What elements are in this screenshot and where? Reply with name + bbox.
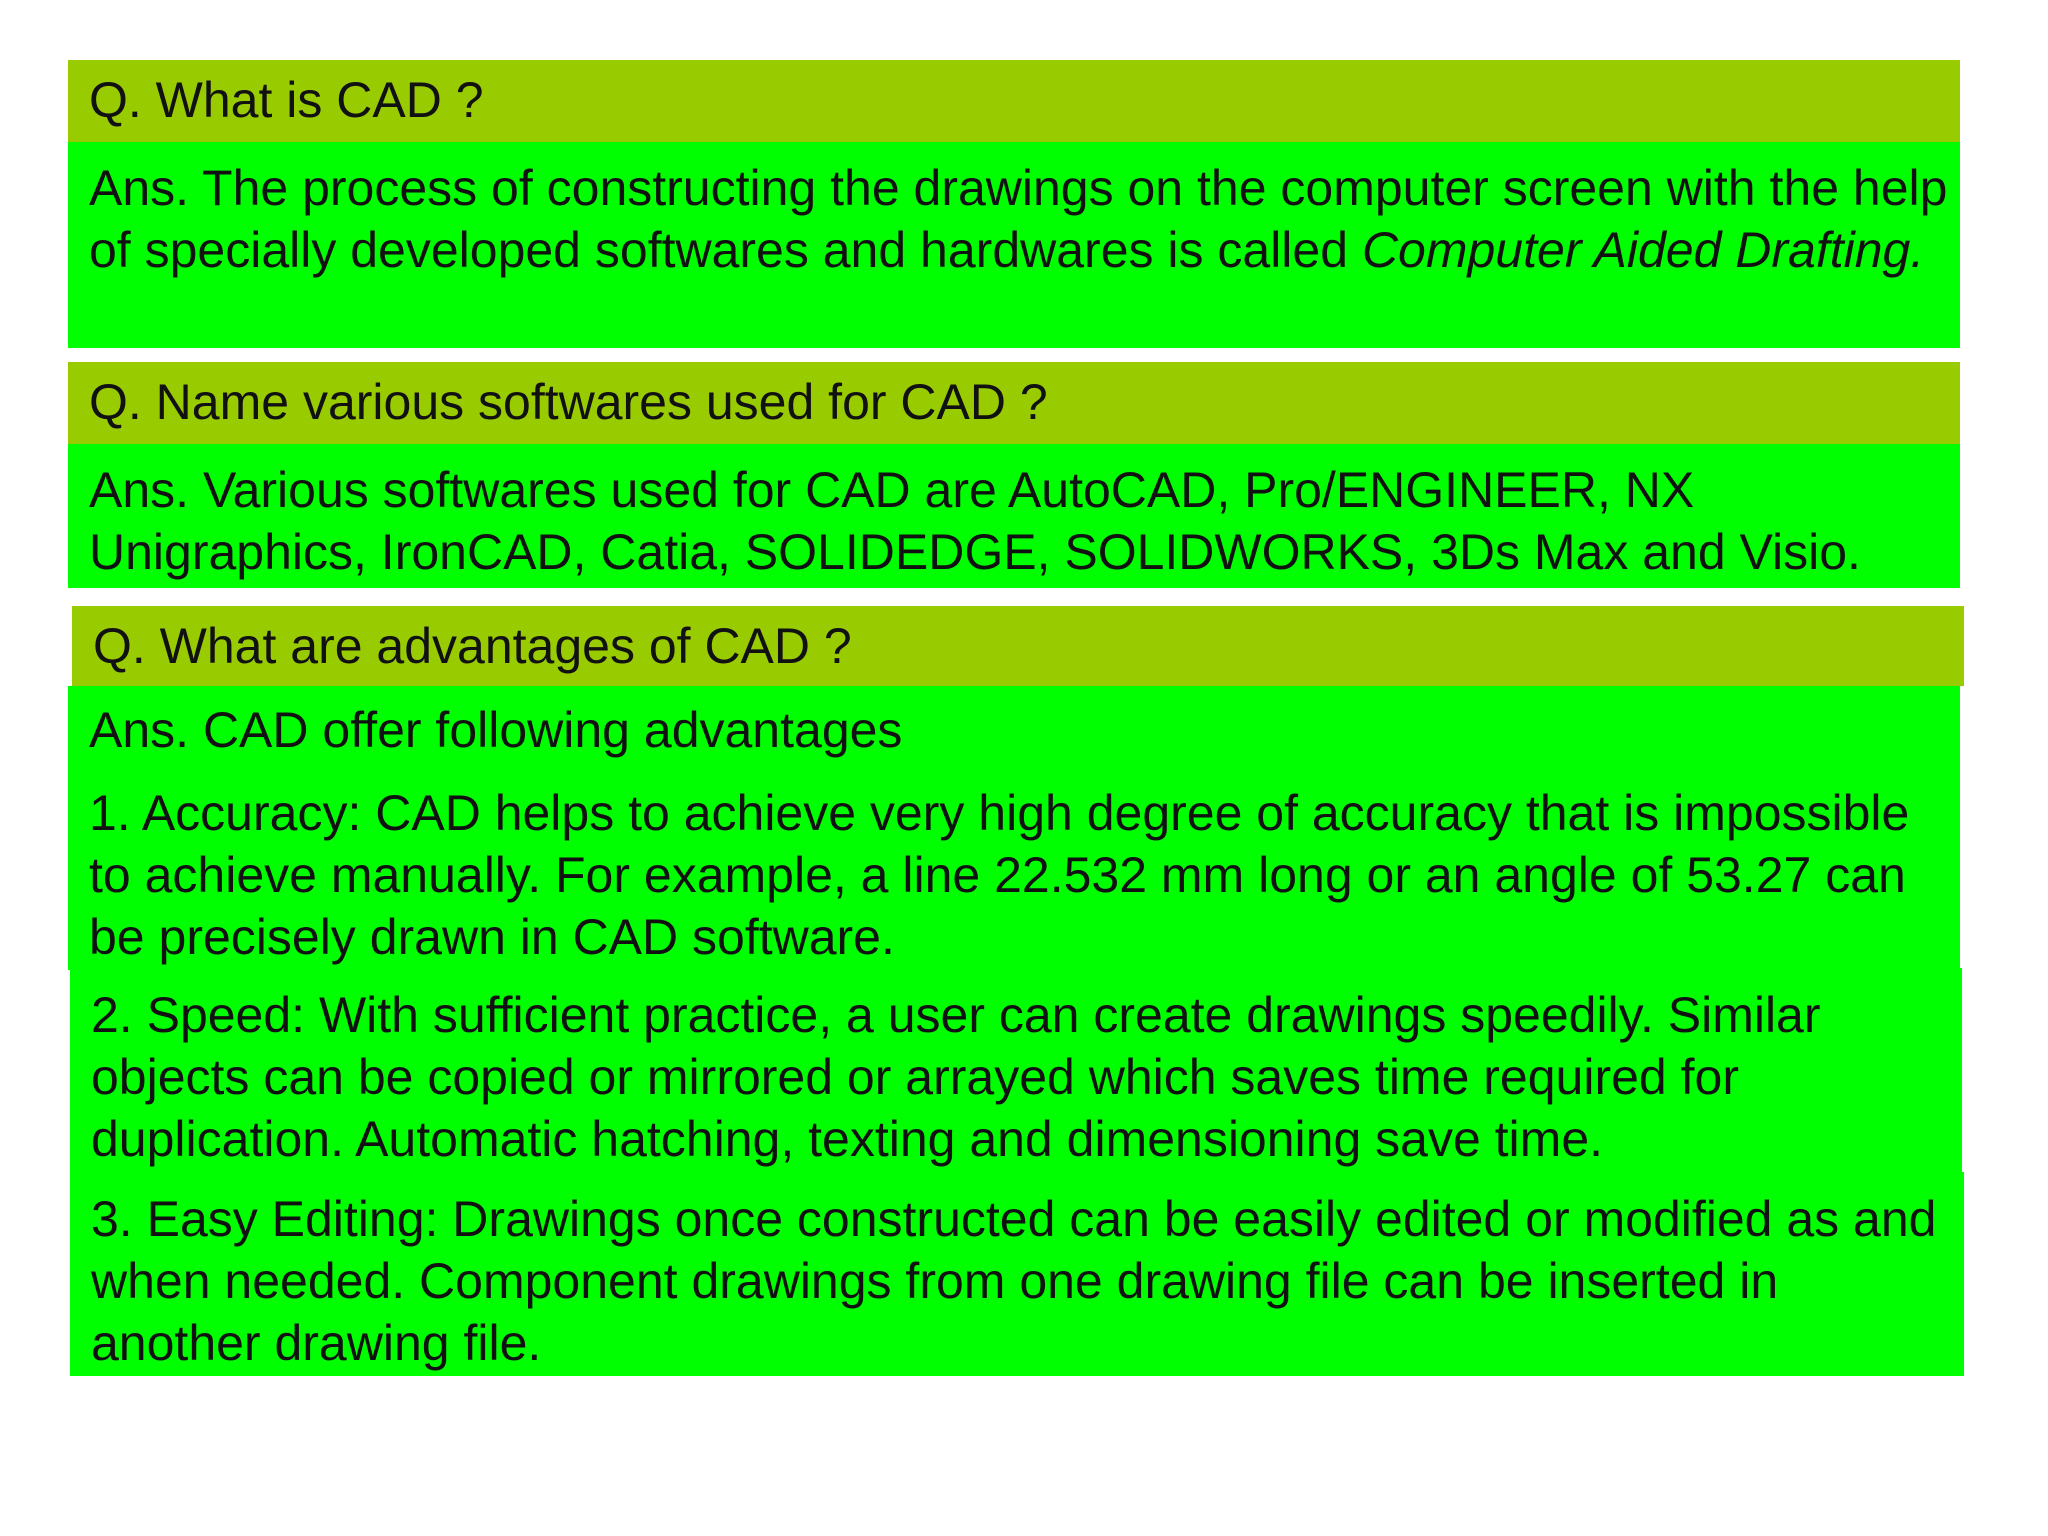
- question-cad-softwares: Q. Name various softwares used for CAD ?: [68, 362, 1960, 444]
- answer-cad-softwares: Ans. Various softwares used for CAD are AutoCAD, Pro/ENGINEER, NX Unigraphics, IronCAD, Catia, SOLIDEDGE, SOLIDWORKS, 3Ds Max and Visio.: [68, 444, 1960, 588]
- advantage-easy-editing: 3. Easy Editing: Drawings once constructed can be easily edited or modified as and when needed. Component drawings from one drawing file can be inserted in another drawing file.: [70, 1172, 1964, 1376]
- question-what-is-cad: Q. What is CAD ?: [68, 60, 1960, 142]
- answer-intro: Ans. CAD offer following advantages: [68, 686, 1960, 766]
- advantage-accuracy: 1. Accuracy: CAD helps to achieve very high degree of accuracy that is impossible to achieve manually. For example, a line 22.532 mm long or an angle of 53.27 can be precisely drawn in CAD software.: [68, 766, 1960, 970]
- answer-what-is-cad: [68, 142, 1960, 348]
- answer-text: Ans. The process of constructing the drawings on the computer screen with the help of specially developed softwares and hardwares is called: [89, 160, 1948, 278]
- advantage-speed: 2. Speed: With sufficient practice, a user can create drawings speedily. Similar objects can be copied or mirrored or arrayed which saves time required for duplication. Automatic hatching, texting and dimensioning save time.: [70, 968, 1962, 1172]
- question-cad-advantages: Q. What are advantages of CAD ?: [72, 606, 1964, 686]
- answer-emphasis: Computer Aided Drafting.: [1361, 222, 1925, 278]
